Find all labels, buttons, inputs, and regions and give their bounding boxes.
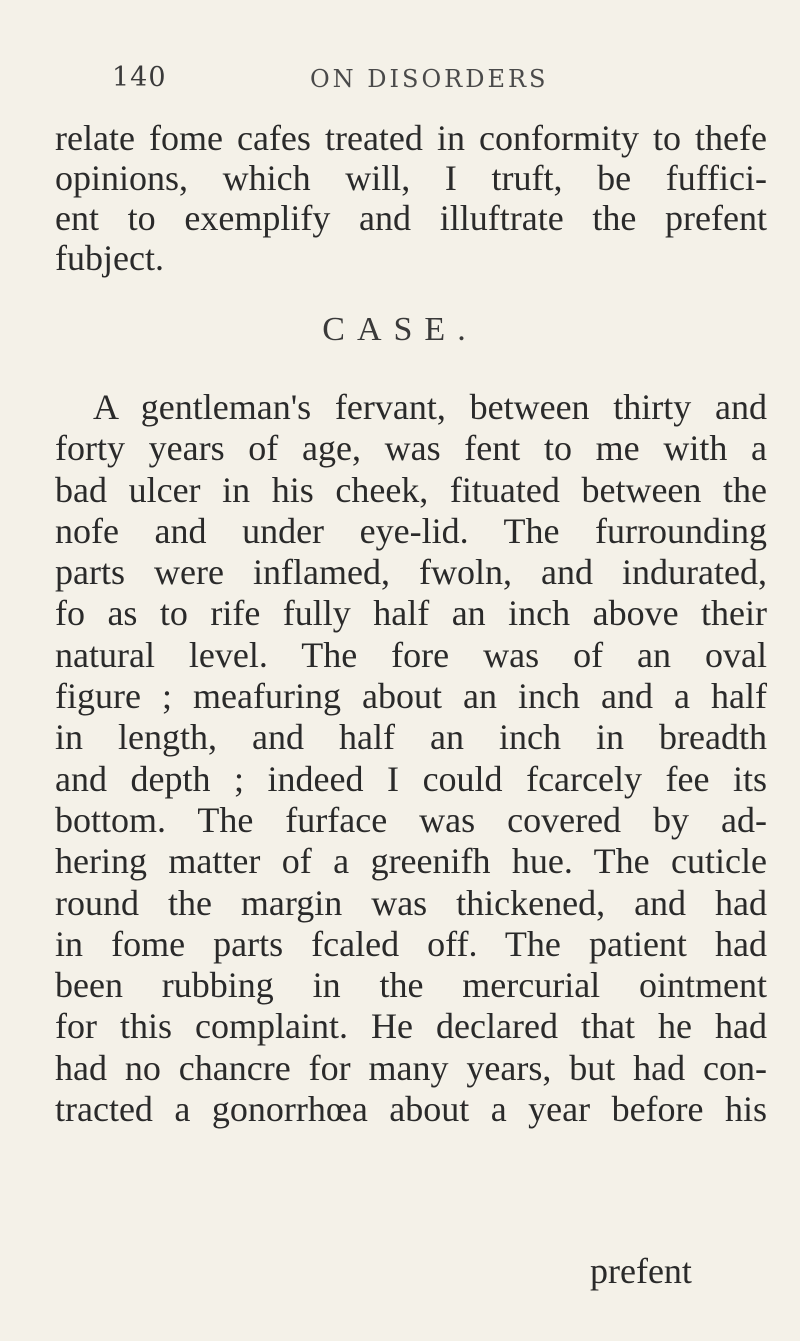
text-line: and depth ; indeed I could fcarcely fee its xyxy=(55,758,767,799)
text-line: forty years of age, was fent to me with a xyxy=(55,428,767,469)
text-line: fubject. xyxy=(55,238,164,278)
text-line: A gentleman's fervant, between thirty and xyxy=(93,387,767,427)
intro-paragraph xyxy=(55,118,767,278)
text-line: bad ulcer in his cheek, fituated between the xyxy=(55,469,767,510)
text-line: been rubbing in the mercurial ointment xyxy=(55,965,767,1006)
text-line: tracted a gonorrhœa about a year before his xyxy=(55,1089,767,1130)
text-line: relate fome cafes treated in conformity to thefe xyxy=(55,118,767,158)
text-line: in length, and half an inch in breadth xyxy=(55,717,767,758)
text-line: bottom. The furface was covered by ad- xyxy=(55,799,767,840)
text-line: fo as to rife fully half an inch above their xyxy=(55,593,767,634)
text-line: nofe and under eye-lid. The furrounding xyxy=(55,510,767,551)
text-line: natural level. The fore was of an oval xyxy=(55,634,767,675)
text-line: hering matter of a greenifh hue. The cuticle xyxy=(55,841,767,882)
catchword: prefent xyxy=(590,1251,692,1291)
page-number: 140 xyxy=(112,62,167,93)
text-line: opinions, which will, I truft, be fuffici- xyxy=(55,158,767,198)
text-line: for this complaint. He declared that he had xyxy=(55,1006,767,1047)
text-line: round the margin was thickened, and had xyxy=(55,882,767,923)
text-line: parts were inflamed, fwoln, and indurated, xyxy=(55,552,767,593)
text-line: in fome parts fcaled off. The patient had xyxy=(55,923,767,964)
page-header xyxy=(90,62,710,102)
text-line: had no chancre for many years, but had con- xyxy=(55,1047,767,1088)
case-heading: CASE. xyxy=(322,311,478,348)
case-paragraph xyxy=(55,387,767,1130)
text-line: ent to exemplify and illuftrate the prefent xyxy=(55,198,767,238)
text-line: figure ; meafuring about an inch and a half xyxy=(55,676,767,717)
running-head: ON DISORDERS xyxy=(310,65,549,93)
